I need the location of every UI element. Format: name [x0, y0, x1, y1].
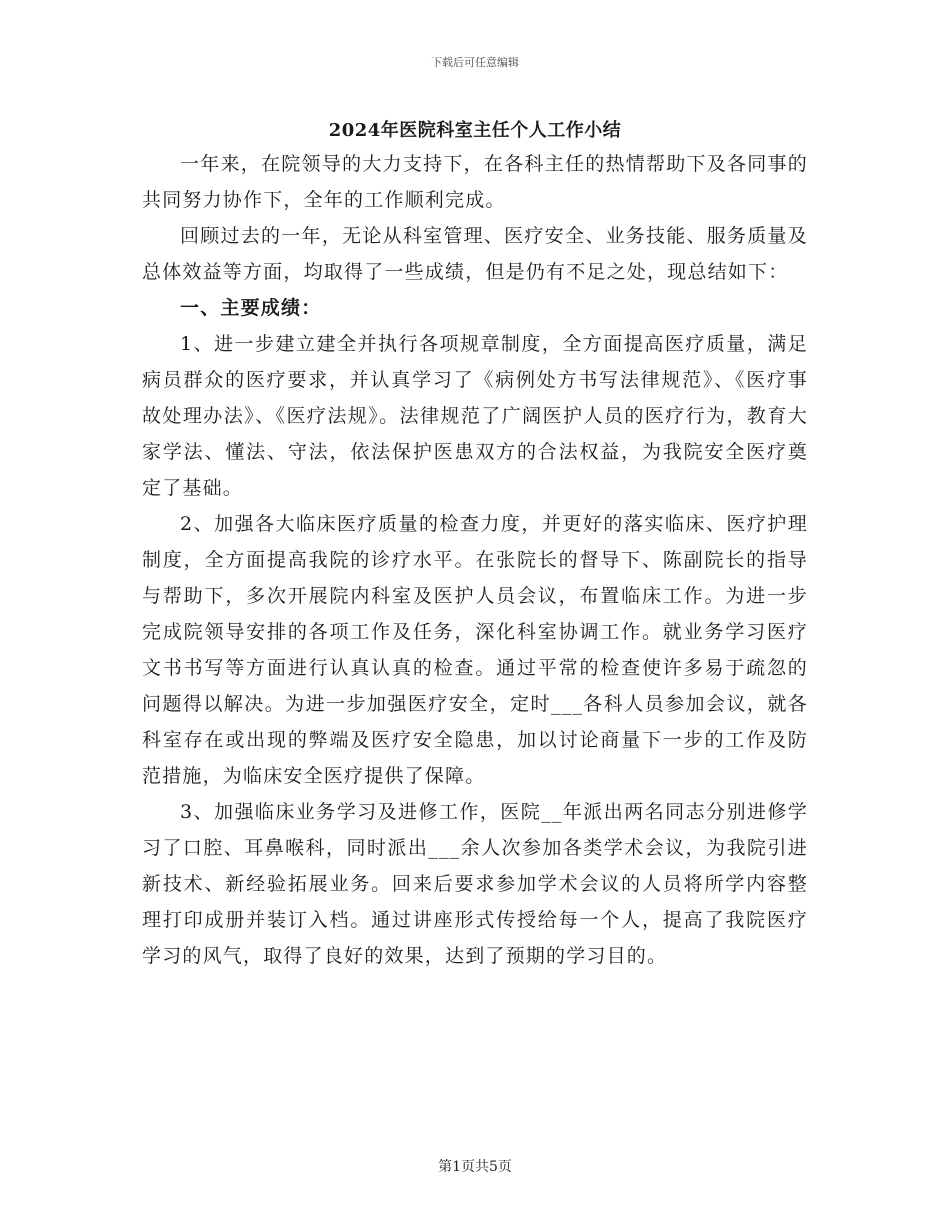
document-title: 2024年医院科室主任个人工作小结	[328, 120, 622, 141]
section-heading: 一、主要成绩：	[180, 297, 322, 319]
header-note: 下载后可任意编辑	[431, 56, 519, 69]
achievement-item-1: 1、进一步建立建全并执行各项规章制度，全方面提高医疗质量，满足病员群众的医疗要求，并认真学习了《病例处方书写法律规范》、《医疗事故处理办法》、《医疗法规》。法律规范了广阔医护人员的医疗行为，教育大家学法、懂法、守法，依法保护医患双方的合法权益，为我院安全医疗奠定了基础。	[142, 333, 808, 499]
page-number: 第1页共5页	[438, 1159, 512, 1175]
achievement-item-3: 3、加强临床业务学习及进修工作，医院__年派出两名同志分别进修学习了口腔、耳鼻喉科，同时派出___余人次参加各类学术会议，为我院引进新技术、新经验拓展业务。回来后要求参加学术会议的人员将所学内容整理打印成册并装订入档。通过讲座形式传授给每一个人，提高了我院医疗学习的风气，取得了良好的效果，达到了预期的学习目的。	[142, 801, 808, 967]
intro-paragraph: 一年来，在院领导的大力支持下，在各科主任的热情帮助下及各同事的共同努力协作下，全年的工作顺利完成。	[142, 153, 808, 211]
document-body	[142, 146, 808, 974]
review-paragraph: 回顾过去的一年，无论从科室管理、医疗安全、业务技能、服务质量及总体效益等方面，均取得了一些成绩，但是仍有不足之处，现总结如下：	[142, 225, 808, 283]
achievement-item-2: 2、加强各大临床医疗质量的检查力度，并更好的落实临床、医疗护理制度，全方面提高我院的诊疗水平。在张院长的督导下、陈副院长的指导与帮助下，多次开展院内科室及医护人员会议，布置临床工作。为进一步完成院领导安排的各项工作及任务，深化科室协调工作。就业务学习医疗文书书写等方面进行认真认真的检查。通过平常的检查使许多易于疏忽的问题得以解决。为进一步加强医疗安全，定时___各科人员参加会议，就各科室存在或出现的弊端及医疗安全隐患，加以讨论商量下一步的工作及防范措施，为临床安全医疗提供了保障。	[142, 513, 808, 787]
